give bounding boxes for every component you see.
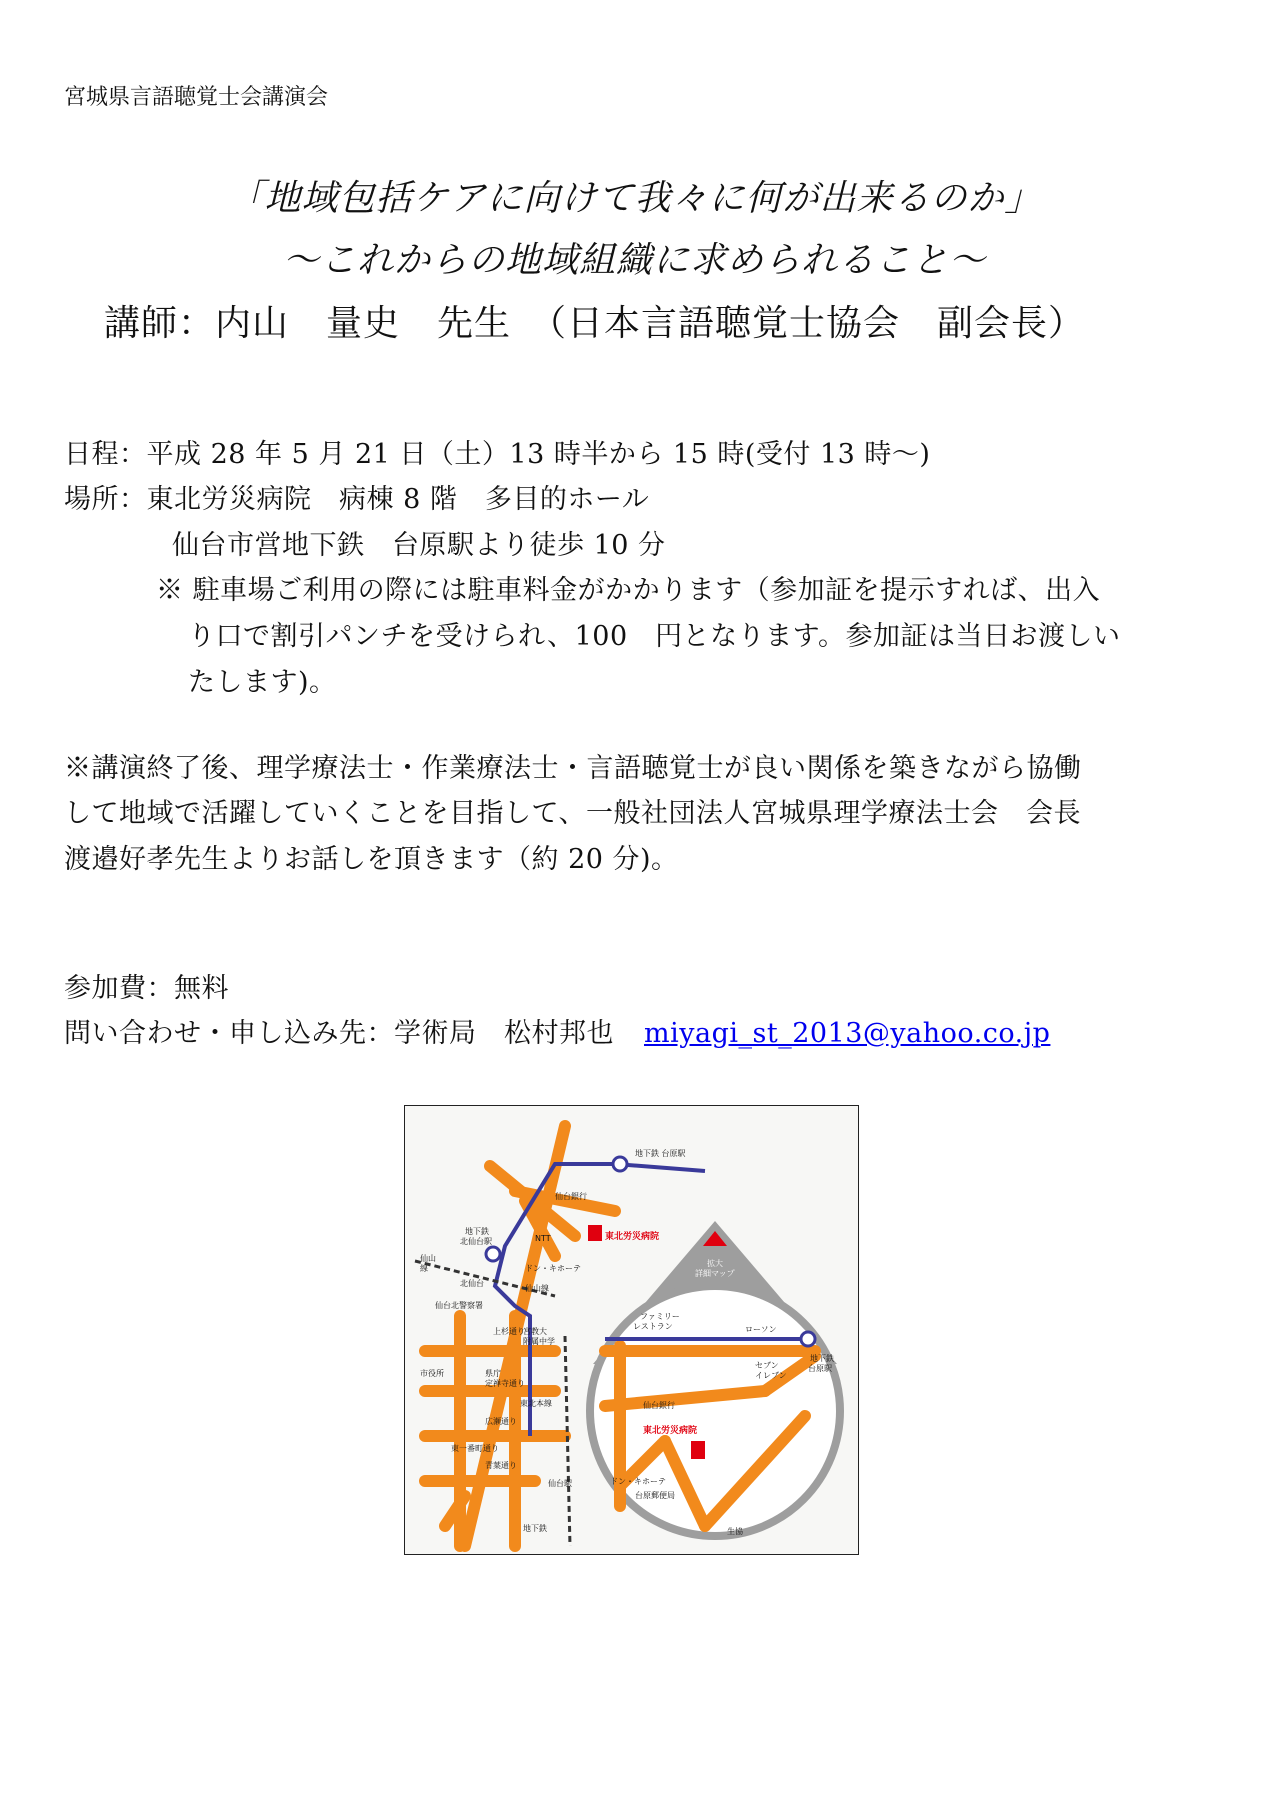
map-label-tohoku-line: 東北本線	[520, 1399, 552, 1408]
map-label-senzan-1: 仙山	[420, 1254, 436, 1263]
detail-hospital-marker-icon	[691, 1441, 705, 1459]
map-label-sendai-station: 仙台駅	[548, 1479, 572, 1488]
map-label-coop: 生協	[727, 1527, 743, 1536]
map-label-detail-donki: ドン・キホーテ	[610, 1477, 666, 1486]
map-label-subway-line: 地下鉄	[523, 1524, 547, 1533]
notice-line-1: ※講演終了後、理学療法士・作業療法士・言語聴覚士が良い関係を築きながら協働	[64, 753, 1082, 784]
organizer-heading: 宮城県言語聴覚士会講演会	[64, 85, 329, 110]
map-label-lawson: ローソン	[745, 1325, 777, 1334]
map-label-kamisugi: 上杉通り	[493, 1327, 525, 1336]
map-label-detail-daihara-1: 地下鉄	[810, 1354, 834, 1363]
roads	[425, 1126, 615, 1546]
contact-label: 問い合わせ・申し込み先：学術局 松村邦也	[64, 1018, 614, 1049]
map-label-daihara-station: 地下鉄 台原駅	[635, 1149, 686, 1158]
daihara-station-icon	[613, 1157, 627, 1171]
map-label-kitasendai-2: 北仙台駅	[460, 1237, 492, 1246]
map-label-seven-1: セブン	[755, 1361, 779, 1370]
lecture-title: 「地域包括ケアに向けて我々に何が出来るのか」	[227, 178, 1042, 219]
map-label-hirose: 広瀬通り	[485, 1417, 517, 1426]
map-label-detail-daihara-2: 台原駅	[808, 1364, 832, 1373]
contact-email-link[interactable]: miyagi_st_2013@yahoo.co.jp	[644, 1018, 1051, 1049]
map-label-miyakyodai-2: 附属中学	[523, 1337, 555, 1346]
map-label-family-1: ファミリー	[640, 1312, 680, 1321]
venue-line: 場所：東北労災病院 病棟 8 階 多目的ホール	[64, 484, 650, 515]
map-label-family-2: レストラン	[633, 1322, 673, 1331]
parking-note-line-3: たします)。	[188, 667, 337, 698]
map-label-donki: ドン・キホーテ	[525, 1264, 581, 1273]
map-label-detail-bank: 仙台銀行	[643, 1401, 675, 1410]
map-label-jozenji: 定禅寺通り	[485, 1379, 525, 1388]
map-label-miyakyodai-1: 宮教大	[523, 1327, 547, 1336]
fee-line: 参加費：無料	[64, 973, 229, 1004]
map-label-senzan-line: 仙山線	[525, 1284, 549, 1293]
map-label-city-hall: 市役所	[420, 1369, 444, 1378]
map-label-sendai-bank: 仙台銀行	[555, 1192, 587, 1201]
map-label-kakudai-1: 拡大	[707, 1259, 723, 1268]
map-label-post-office: 台原郵便局	[635, 1491, 675, 1500]
map-label-police: 仙台北警察署	[435, 1301, 483, 1310]
map-label-seven-2: イレブン	[755, 1371, 787, 1380]
map-label-pref-office: 県庁	[485, 1369, 501, 1378]
map-label-kitasendai-1: 地下鉄	[465, 1227, 489, 1236]
map-label-senzan-2: 線	[420, 1264, 428, 1273]
speaker-line: 講師：内山 量史 先生 （日本言語聴覚士協会 副会長）	[104, 303, 1086, 344]
schedule-line: 日程：平成 28 年 5 月 21 日（土）13 時半から 15 時(受付 13 時～)	[64, 439, 931, 470]
notice-line-3: 渡邉好孝先生よりお話しを頂きます（約 20 分)。	[64, 844, 679, 875]
map-label-hospital: 東北労災病院	[605, 1232, 660, 1242]
parking-note-line-1: ※ 駐車場ご利用の際には駐車料金がかかります（参加証を提示すれば、出入	[156, 575, 1101, 606]
access-map-drawing	[405, 1106, 858, 1554]
kitasendai-station-icon	[486, 1247, 500, 1261]
hospital-marker-icon	[588, 1225, 602, 1241]
map-label-kakudai-2: 詳細マップ	[695, 1269, 735, 1278]
map-label-aoba: 青葉通り	[485, 1461, 517, 1470]
map-label-ntt: NTT	[535, 1234, 551, 1243]
notice-line-2: して地域で活躍していくことを目指して、一般社団法人宮城県理学療法士会 会長	[64, 798, 1081, 829]
map-label-higashi-1: 東一番町通り	[451, 1444, 499, 1453]
access-map	[404, 1105, 859, 1555]
contact-line	[64, 1011, 1050, 1050]
lecture-subtitle: ～これからの地域組織に求められること～	[282, 240, 986, 281]
access-line: 仙台市営地下鉄 台原駅より徒歩 10 分	[172, 530, 666, 561]
map-label-detail-hospital: 東北労災病院	[643, 1426, 698, 1436]
map-label-kitasendai-rail: 北仙台	[460, 1279, 484, 1288]
detail-daihara-station-icon	[801, 1332, 815, 1346]
parking-note-line-2: り口で割引パンチを受けられ、100 円となります。参加証は当日お渡しい	[188, 621, 1121, 652]
